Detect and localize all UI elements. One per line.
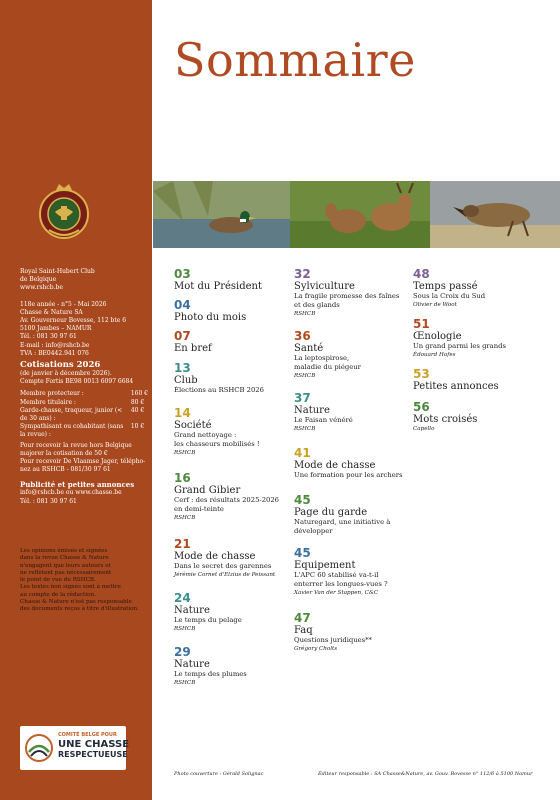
- disclaimer-line: n'engagent que leurs auteurs et: [20, 562, 111, 569]
- toc-article-title: La leptospirose,: [294, 354, 350, 362]
- toc-section-title: Nature: [174, 605, 210, 616]
- disclaimer-line: Les opinions émises et signées: [20, 548, 108, 554]
- toc-author: RSHCB: [174, 626, 196, 632]
- toc-entry: [413, 318, 553, 359]
- club-crest-logo: [37, 182, 91, 240]
- toc-section-title: Nature: [294, 405, 330, 416]
- toc-entry: [174, 538, 292, 579]
- toc-author: RSHCB: [294, 426, 316, 432]
- toc-author: RSHCB: [174, 515, 196, 521]
- toc-entry: [174, 268, 292, 292]
- toc-entry: [294, 392, 412, 433]
- org-name-2: de Belgique: [20, 276, 57, 284]
- email-line: E-mail : info@rshcb.be: [20, 341, 90, 349]
- toc-author: RSHCB: [294, 311, 316, 317]
- disclaimer-line: Chasse & Nature n'est pas responsable: [20, 599, 132, 606]
- toc-entry: [174, 472, 292, 522]
- toc-section-title: Photo du mois: [174, 312, 247, 323]
- fee-label: Membre protecteur :: [20, 390, 84, 398]
- badge-line-2: UNE CHASSE: [58, 739, 130, 750]
- bird-photo: [430, 181, 560, 248]
- phone-line: Tél. : 081 30 97 61: [20, 333, 77, 341]
- toc-article-title: Élections au RSHCB 2026: [174, 386, 264, 394]
- toc-entry: [413, 268, 553, 309]
- toc-page-number: 48: [413, 267, 430, 281]
- toc-page-number: 41: [294, 446, 311, 460]
- toc-entry: [413, 368, 553, 392]
- toc-page-number: 45: [294, 546, 311, 560]
- toc-entry: [294, 330, 412, 380]
- toc-entry: [174, 299, 292, 323]
- toc-article-title: Dans le secret des garennes: [174, 562, 272, 570]
- toc-section-title: Petites annonces: [413, 381, 499, 392]
- toc-article-title: et des glands: [294, 301, 340, 309]
- toc-page-number: 29: [174, 645, 191, 659]
- duck-photo: [153, 181, 290, 248]
- disclaimer-line: au compte de la rédaction.: [20, 591, 96, 598]
- toc-article-title: Le temps des plumes: [174, 670, 247, 678]
- toc-page-number: 13: [174, 361, 191, 375]
- toc-page-number: 32: [294, 267, 311, 281]
- hunting-badge-icon: [24, 732, 54, 764]
- toc-page-number: 04: [174, 298, 191, 312]
- toc-page-number: 37: [294, 391, 311, 405]
- toc-page-number: 21: [174, 537, 191, 551]
- toc-section-title: Temps passé: [413, 281, 478, 292]
- toc-article-title: Le Faisan vénéré: [294, 416, 353, 424]
- editor-line: Éditeur responsable : SA Chasse&Nature, av. Gouv. Bovesse n° 112/6 à 5100 Namur: [318, 771, 533, 777]
- company-line: Chasse & Nature SA: [20, 308, 83, 316]
- toc-article-title: L'APC 60 stabilisé va-t-il: [294, 571, 379, 579]
- deer-photo: [290, 181, 430, 248]
- toc-section-title: Œnologie: [413, 331, 462, 342]
- toc-section-title: Club: [174, 375, 198, 386]
- issue-line: 118e année - n°5 - Mai 2026: [20, 300, 107, 308]
- toc-section-title: Grand Gibier: [174, 485, 241, 496]
- toc-author: Capello: [413, 426, 435, 432]
- address-line: Av. Gouverneur Bovesse, 112 bte 6: [20, 317, 127, 325]
- fee-amount: 10 €: [130, 423, 145, 431]
- toc-article-title: maladie du piégeur: [294, 363, 361, 371]
- toc-author: Grégory Cholts: [294, 646, 338, 652]
- toc-section-title: Faq: [294, 625, 313, 636]
- publisher-info: [20, 268, 148, 506]
- toc-article-title: Une formation pour les archers: [294, 471, 403, 479]
- fee-label: Membre titulaire :: [20, 398, 76, 406]
- sidebar: [0, 0, 152, 800]
- toc-entry: [174, 592, 292, 633]
- toc-entry: [294, 494, 412, 536]
- toc-author: Jérémie Cornet d'Elzius de Peissant: [174, 572, 276, 578]
- toc-author: Édouard Hofes: [413, 352, 456, 358]
- toc-article-title: développer: [294, 527, 333, 535]
- toc-section-title: Nature: [174, 659, 210, 670]
- toc-page-number: 47: [294, 611, 311, 625]
- page-title: Sommaire: [174, 33, 416, 87]
- cotisations-title: Cotisations 2026: [20, 360, 101, 371]
- fee-amount: 80 €: [130, 398, 145, 406]
- disclaimer-line: dans la revue Chasse & Nature: [20, 555, 109, 562]
- toc-article-title: Un grand parmi les grands: [413, 342, 506, 350]
- toc-section-title: En bref: [174, 343, 212, 354]
- toc-section-title: Santé: [294, 343, 324, 354]
- badge-line-3: RESPECTUEUSE: [58, 750, 128, 759]
- city-line: 5100 Jambes – NAMUR: [20, 325, 92, 333]
- toc-section-title: Mode de chasse: [174, 551, 256, 562]
- disclaimer-line: le point de vue du RSHCB.: [20, 577, 96, 584]
- toc-article-title: Questions juridiques**: [294, 636, 372, 644]
- toc-section-title: Mot du Président: [174, 281, 263, 292]
- badge-line-1: COMITÉ BELGE POUR: [58, 732, 117, 738]
- toc-article-title: enterrer les longues-vues ?: [294, 580, 388, 588]
- extra-line: majorer la cotisation de 50 €: [20, 449, 108, 457]
- fee-amount: 40 €: [130, 406, 145, 414]
- org-name: Royal Saint-Hubert Club: [20, 268, 95, 275]
- fee-table: [20, 390, 148, 439]
- disclaimer-line: des documents reçus à titre d'illustration.: [20, 606, 139, 613]
- fee-amount: 160 €: [130, 390, 148, 398]
- toc-page-number: 24: [174, 591, 191, 605]
- toc-page-number: 56: [413, 400, 430, 414]
- toc-page-number: 51: [413, 317, 430, 331]
- advertising-phone: Tél. : 081 30 97 61: [20, 497, 77, 505]
- toc-page-number: 53: [413, 367, 430, 381]
- toc-article-title: les chasseurs mobilisés !: [174, 440, 260, 448]
- disclaimer-line: ne reflètent pas nécessairement: [20, 569, 112, 576]
- toc-section-title: Page du garde: [294, 507, 368, 518]
- fee-label: Sympathisant ou cohabitant (sans la revue) :: [20, 423, 124, 439]
- toc-page-number: 03: [174, 267, 191, 281]
- cotisations-account: Compte Fortis BE98 0013 6097 6684: [20, 378, 134, 386]
- toc-page-number: 07: [174, 329, 191, 343]
- toc-author: RSHCB: [174, 680, 196, 686]
- disclaimer: [20, 548, 139, 614]
- org-website: www.rshcb.be: [20, 284, 63, 292]
- toc-entry: [174, 646, 292, 687]
- photo-credit: Photo couverture : Gérald Solignac: [174, 771, 264, 777]
- extra-line: nez au RSHCB - 081/30 97 61: [20, 466, 111, 474]
- respectful-hunting-badge: [20, 726, 130, 770]
- toc-section-title: Société: [174, 420, 212, 431]
- toc-author: RSHCB: [174, 450, 196, 456]
- toc-article-title: Naturegard, une initiative à: [294, 518, 391, 526]
- toc-author: RSHCB: [294, 373, 316, 379]
- fee-label: Garde-chasse, traqueur, junior (< de 30 ans) :: [20, 406, 123, 423]
- toc-entry: [174, 330, 292, 354]
- toc-article-title: en demi-teinte: [174, 505, 224, 513]
- toc-entry: [294, 547, 412, 597]
- toc-page-number: 16: [174, 471, 191, 485]
- toc-entry: [174, 362, 292, 395]
- toc-section-title: Mode de chasse: [294, 460, 376, 471]
- advertising-email: info@rshcb.be ou www.chasse.be: [20, 489, 122, 497]
- toc-entry: [174, 407, 292, 457]
- toc-section-title: Equipement: [294, 560, 356, 571]
- extra-line: Pour recevoir De Vlaamse Jager, télépho-: [20, 458, 146, 466]
- toc-article-title: La fragile promesse des faînes: [294, 292, 400, 300]
- toc-author: Xavier Van der Stappen, C&C: [294, 590, 379, 596]
- toc-section-title: Sylviculture: [294, 281, 355, 292]
- toc-article-title: Grand nettoyage :: [174, 431, 237, 439]
- toc-entry: [294, 447, 412, 480]
- toc-page-number: 45: [294, 493, 311, 507]
- toc-page-number: 36: [294, 329, 311, 343]
- toc-entry: [413, 401, 553, 433]
- toc-entry: [294, 268, 412, 318]
- disclaimer-line: Les textes non signés sont à mettre: [20, 584, 121, 591]
- advertising-title: Publicité et petites annonces: [20, 480, 135, 490]
- toc-page-number: 14: [174, 406, 191, 420]
- toc-author: Olivier de Woot: [413, 302, 457, 308]
- cotisations-period: (de janvier à décembre 2026).: [20, 370, 112, 378]
- photo-strip: [153, 181, 560, 248]
- toc-article-title: Sous la Croix du Sud: [413, 292, 486, 300]
- extra-line: Pour recevoir la revue hors Belgique: [20, 441, 132, 449]
- vat-line: TVA : BE0442.941 076: [20, 349, 89, 357]
- toc-entry: [294, 612, 412, 653]
- toc-section-title: Mots croisés: [413, 414, 478, 425]
- toc-article-title: Le temps du pelage: [174, 616, 242, 624]
- toc-article-title: Cerf : des résultats 2025-2026: [174, 496, 279, 504]
